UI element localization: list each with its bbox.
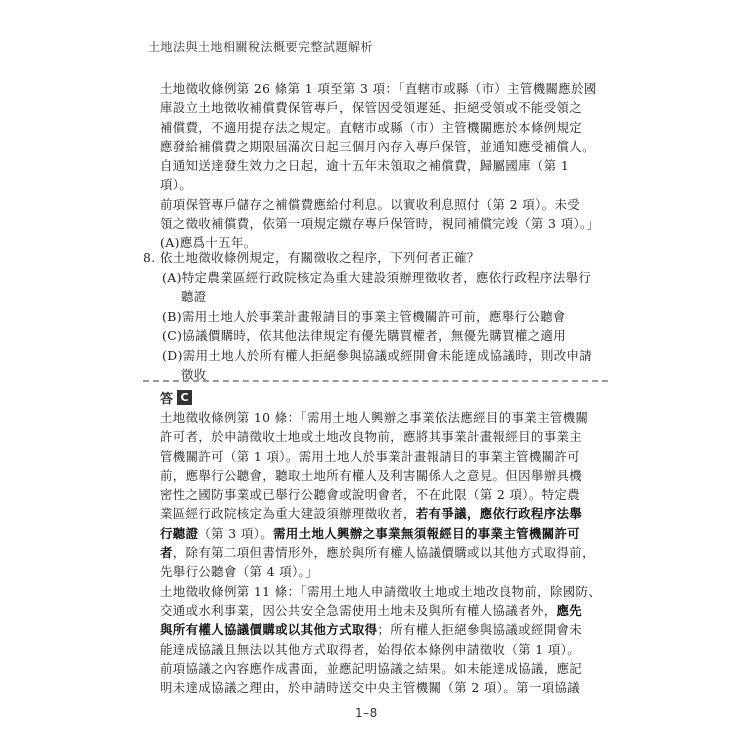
text-segment: 先舉行公聽會（第 4 項）。」 [160, 564, 319, 580]
text-segment: ，除有第二項但書情形外，應於與所有權人協議價購或以其他方式取得前， [172, 545, 595, 561]
dashed-divider [143, 380, 608, 382]
bold-segment: 者 [160, 545, 173, 561]
question-8 [143, 248, 603, 385]
answer-value-box: C [177, 390, 192, 405]
page-number: 1–8 [355, 706, 378, 720]
option-text-continued: 徵收 [181, 367, 207, 382]
reference-line: 應發給補償費之期限屆滿次日起三個月內存入專戶保管，並通知應受補償人。 [160, 138, 595, 154]
option-list [143, 268, 603, 385]
answer-line [160, 447, 602, 466]
answer-line [160, 543, 602, 562]
answer-label [160, 388, 192, 407]
answer-line [160, 427, 602, 446]
text-segment: 管機關許可（第 1 項）。需用土地人於事業計畫報請目的事業主管機關許可 [160, 448, 581, 464]
option-text: (C)協議價購時，依其他法律規定有優先購買權者，無優先購買權之適用 [162, 328, 567, 343]
text-segment: ；所有權人拒絕參與協議或經開會未 [377, 622, 583, 638]
answer-line [160, 601, 602, 620]
answer-explanation [160, 408, 602, 697]
bold-segment: 與所有權人協議價購或以其他方式取得 [160, 622, 378, 638]
bold-segment: 行聽證 [160, 525, 199, 541]
reference-line: 庫設立土地徵收補償費保管專戶，保管因受領遲延、拒絕受領或不能受領之 [160, 100, 583, 116]
answer-line [160, 678, 602, 697]
answer-line [160, 485, 602, 504]
text-segment: 明未達成協議之理由，於申請時送交中央主管機關（第 2 項）。第一項協議 [160, 680, 581, 696]
option-text: (A)特定農業區經行政院核定為重大建設須辦理徵收者，應依行政程序法舉行 [162, 269, 592, 285]
bold-segment: 應先 [556, 602, 583, 618]
text-segment: 能達成協議且無法以其他方式取得者，始得依本條例申請徵收（第 1 項）。 [160, 641, 581, 657]
option-c [162, 326, 603, 346]
answer-line [160, 582, 602, 601]
question-stem: 8. 依土地徵收條例規定，有關徵收之程序，下列何者正確？ [143, 250, 480, 265]
answer-line [160, 562, 602, 581]
answer-line [160, 524, 602, 543]
text-segment: 密性之國防事業或已舉行公聽會或說明會者，不在此限（第 2 項）。特定農 [160, 487, 581, 503]
reference-line: 領之徵收補償費，依第一項規定繳存專戶保管時，視同補償完竣（第 3 項）。」 [160, 216, 600, 232]
reference-line: (A)應爲十五年。 [160, 235, 257, 251]
bold-segment: 需用土地人興辦之事業無須報經目的事業主管機關許可 [273, 525, 581, 541]
text-segment: 業區經行政院核定為重大建設須辦理徵收者， [160, 506, 416, 522]
answer-line [160, 620, 602, 639]
text-segment: 前，應舉行公聽會，聽取土地所有權人及利害關係人之意見。但因舉辦具機 [160, 467, 583, 483]
option-text-continued: 聽證 [181, 289, 207, 304]
text-segment: （第 3 項）。 [198, 525, 274, 541]
option-a [162, 268, 603, 307]
option-d [162, 346, 603, 385]
running-header: 土地法與土地相關稅法概要完整試題解析 [148, 40, 374, 54]
reference-line: 土地徵收條例第 26 條第 1 項至第 3 項：「直轄市或縣（市）主管機關應於國 [160, 81, 597, 96]
reference-paragraph [160, 79, 600, 253]
text-segment: 許可者，於申請徵收土地或土地改良物前，應將其事業計畫報經目的事業主 [160, 429, 583, 445]
answer-label-text: 答 [160, 392, 174, 407]
option-text: (D)需用土地人於所有權人拒絕參與協議或經開會未能達成協議時，則改申請 [162, 347, 593, 363]
answer-line [160, 640, 602, 659]
reference-line: 自通知送達發生效力之日起，逾十五年未領取之補償費，歸屬國庫（第 1 項）。 [160, 158, 570, 193]
text-segment: 土地徵收條例第 10 條：「需用土地人興辦之事業依法應經目的事業主管機關 [160, 410, 589, 425]
text-segment: 前項協議之內容應作成書面，並應記明協議之結果。如未能達成協議，應記 [160, 660, 583, 676]
reference-line: 前項保管專戶儲存之補償費應給付利息。以實收利息照付（第 2 項）。未受 [160, 196, 581, 212]
reference-line: 補償費，不適用提存法之規定。直轄市或縣（市）主管機關應於本條例規定 [160, 119, 583, 135]
answer-line [160, 659, 602, 678]
text-segment: 交通或水利事業，因公共安全急需使用土地未及與所有權人協議者外， [160, 602, 557, 618]
text-segment: 土地徵收條例第 11 條：「需用土地人申請徵收土地或土地改良物前，除國防、 [160, 583, 602, 599]
bold-segment: 若有爭議，應依行政程序法舉 [415, 506, 583, 522]
answer-line [160, 408, 602, 427]
answer-line [160, 466, 602, 485]
option-b [162, 307, 603, 327]
option-text: (B)需用土地人於事業計畫報請目的事業主管機關許可前，應舉行公聽會 [162, 308, 566, 324]
answer-line [160, 504, 602, 523]
